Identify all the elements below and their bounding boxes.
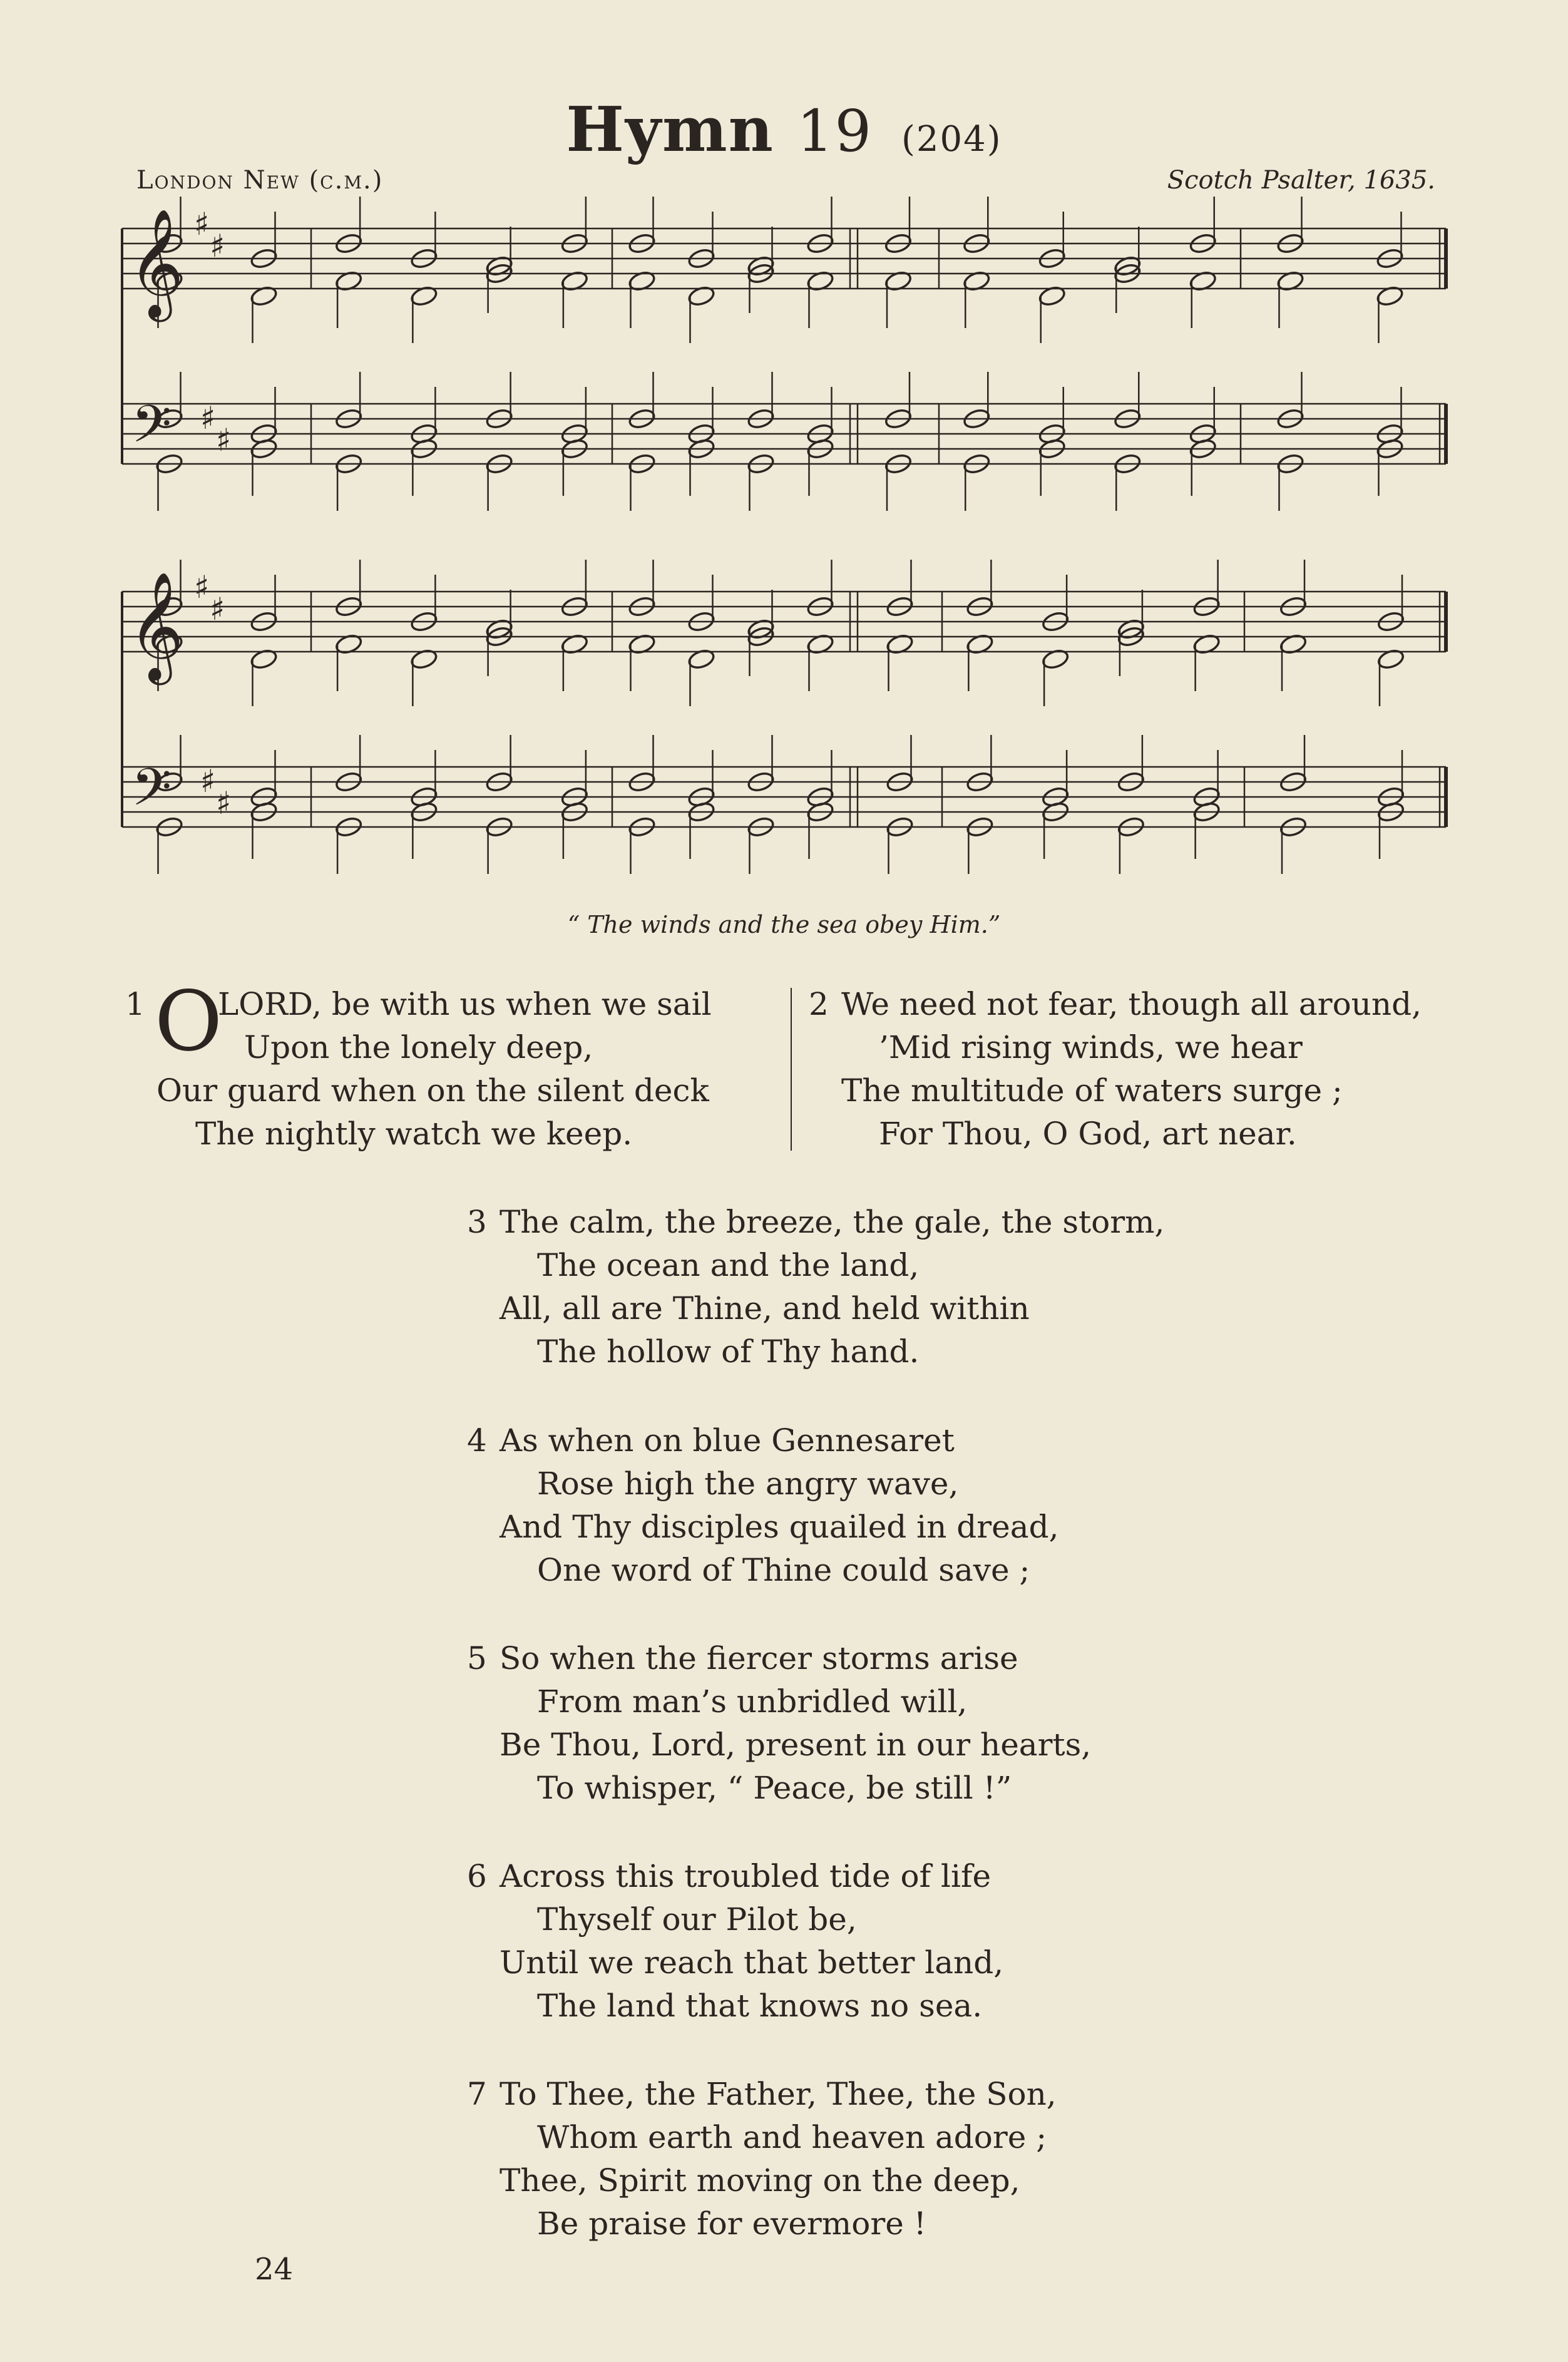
sharp-icon: ♯ [200,400,216,436]
sharp-icon: ♯ [200,763,216,799]
sharp-icon: ♯ [216,785,232,821]
verse-line: The calm, the breeze, the gale, the storm, [500,1204,1165,1240]
verse-line: Be Thou, Lord, present in our hearts, [500,1727,1092,1763]
hymn-number: 19 [796,98,873,165]
page-number: 24 [255,2252,294,2287]
verse-line: Our guard when on the silent deck [156,1072,709,1109]
verse-2 [809,983,1422,1156]
verse-line: ’Mid rising winds, we hear [879,1029,1303,1065]
verse-4 [467,1419,1059,1592]
verse-line: The nightly watch we keep. [195,1116,633,1152]
verse-line: One word of Thine could save ; [537,1552,1030,1588]
verse-5 [467,1637,1092,1810]
treble-clef-icon: 𝄞 [128,208,184,317]
verse-1-number: 1 [125,986,145,1022]
verse-line: From man’s unbridled will, [537,1683,968,1720]
verse-line: Whom earth and heaven adore ; [537,2119,1047,2155]
column-divider [791,988,792,1151]
treble-clef-icon: 𝄞 [128,572,184,680]
epigraph: “ The winds and the sea obey Him.” [567,911,1001,938]
verse-line: For Thou, O God, art near. [879,1116,1297,1152]
verse-3-number: 3 [467,1204,487,1240]
verse-5-number: 5 [467,1640,487,1677]
hymn-title-word: Hymn [566,94,774,166]
verse-line: The ocean and the land, [537,1247,920,1283]
sharp-icon: ♯ [194,206,210,242]
bass-clef-icon: 𝄢 [131,757,172,830]
verse-line: So when the fiercer storms arise [500,1640,1018,1677]
sharp-icon: ♯ [210,228,225,264]
verse-line: Thyself our Pilot be, [537,1901,857,1938]
verse-line: The multitude of waters surge ; [841,1072,1343,1109]
verse-1-dropcap: O [155,973,223,1070]
tune-source: Scotch Psalter, 1635. [1167,166,1435,195]
verse-line: Across this troubled tide of life [500,1858,992,1894]
verse-line: All, all are Thine, and held within [500,1290,1030,1327]
verse-1 [125,983,712,1156]
sharp-icon: ♯ [210,591,225,627]
sharp-icon: ♯ [216,422,232,458]
bass-clef-icon: 𝄢 [131,394,172,467]
verse-line: Until we reach that better land, [500,1944,1004,1981]
verse-line: The hollow of Thy hand. [537,1333,920,1370]
verse-line: To whisper, “ Peace, be still !” [537,1770,1012,1806]
verse-4-number: 4 [467,1422,487,1459]
verse-2-number: 2 [809,986,829,1022]
verse-line: We need not fear, though all around, [841,986,1422,1022]
sharp-icon: ♯ [194,569,210,605]
music-score [0,0,1568,889]
tune-name: London New (c.m.) [136,166,384,195]
verse-7 [467,2073,1057,2246]
verse-6 [467,1855,1004,2028]
verse-3 [467,1201,1165,1374]
verse-line: Rose high the angry wave, [537,1466,959,1502]
verse-7-number: 7 [467,2076,487,2112]
verse-line: To Thee, the Father, Thee, the Son, [500,2076,1057,2112]
verse-line: Upon the lonely deep, [244,1029,593,1065]
verse-line: Thee, Spirit moving on the deep, [500,2162,1020,2199]
hymn-alt-number: (204) [901,119,1002,160]
verse-6-number: 6 [467,1858,487,1894]
verse-line: The land that knows no sea. [537,1988,983,2024]
verse-line: Be praise for evermore ! [537,2205,926,2242]
verse-line: LORD, be with us when we sail [218,986,712,1022]
verse-line: As when on blue Gennesaret [500,1422,955,1459]
verse-line: And Thy disciples quailed in dread, [500,1509,1059,1545]
